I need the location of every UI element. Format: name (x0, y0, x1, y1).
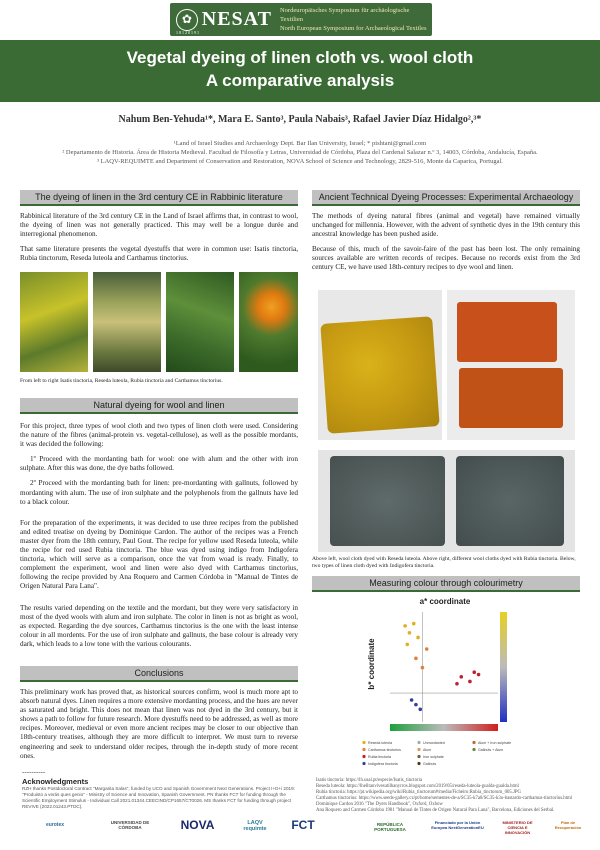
conclusions-text (20, 688, 298, 767)
eurotex-logo: eurotex (45, 822, 65, 828)
logo-line-1: Nordeuropäisches Symposium für archäologische Textilien (279, 7, 410, 23)
paragraph: For this project, three types of wool cloth and two types of linen cloth were used. Considering the nature of the fibres (animal-protein vs. vegetal-cellulose), as well as the possible mordants, it was decided the following: (20, 422, 298, 449)
carthamus-photo (239, 272, 298, 372)
legend-marker (472, 741, 475, 744)
legend-label: Alum (423, 748, 432, 752)
section-natural (20, 398, 298, 414)
paragraph: 1º Proceed with the mordanting bath for wool: one with alum and the other with iron sulphate. After this was done, the dye baths followed. (20, 455, 298, 473)
ancient-text (312, 212, 580, 279)
reseda-photo (93, 272, 161, 372)
section-heading: Conclusions (20, 666, 298, 680)
data-point (403, 624, 407, 628)
affiliation-1: ¹Land of Israel Studies and Archaeology Dept. Bar Ilan University, Israel; * pishtani@gmail.com (173, 140, 427, 147)
section-underline (312, 204, 580, 206)
plants-caption: From left to right Isatis tinctoria, Reseda luteola, Rubia tinctoria and Carthamus tinctorius. (20, 378, 223, 384)
reference-item: Isatis tinctoria: https://lh.usal.pt/especie/Isatis_tinctoria (316, 778, 423, 783)
poster-subtitle: A comparative analysis (205, 71, 395, 90)
section-heading: The dyeing of linen in the 3rd century CE in Rabbinic literature (20, 190, 298, 204)
logo-subtitle (280, 6, 432, 33)
laqv-logo: LAQV requimte (243, 820, 267, 832)
section-heading: Ancient Technical Dyeing Processes: Experimental Archaeology (312, 190, 580, 204)
logo-year: 1 8 1 2 0 1 9 1 (176, 30, 199, 35)
reference-item: Reseda luteola: https://lhelltanvivesutilhanyrros.blogspot.com/2019/05/reseda-luteola-gualda-gualda.html (316, 784, 519, 789)
affiliation-2: ² Departamento de Historia. Área de Historia Medieval. Facultad de Filosofía y Letras, Universidad de Córdoba, Plaza del Cardenal Salazar n.º 3, 14003, Córdoba, Andalucía, España. (62, 149, 538, 156)
section-heading: Natural dyeing for wool and linen (20, 398, 298, 412)
indigo-linen-photo (318, 450, 575, 552)
legend-label: Carthamus tinctorius (368, 748, 401, 752)
legend-marker (362, 762, 365, 765)
colourimetry-chart (360, 594, 530, 774)
section-ancient (312, 190, 580, 206)
data-point (418, 707, 422, 711)
chart-ylabel: b* coordinate (367, 638, 376, 690)
legend-marker (362, 755, 365, 758)
legend-label: Alum + Iron sulphate (478, 741, 512, 745)
divider-dashes: ---------- (22, 768, 46, 776)
section-colour (312, 576, 580, 592)
section-underline (20, 412, 298, 414)
legend-label: Indigofera tinctoria (368, 762, 398, 766)
fct-logo: FCT (291, 818, 315, 832)
acknowledgments-text: RZH thanks Postdoctoral Contract "Margarita Salas", funded by UCO and Spanish Government Next Generations. Project I+D+i 2019: "Produisto a verás ques genio" - Ministry of Science and Innovation, Spanish Government. PN thanks FCT for funding through the Scientific Employment Stimulus - Individual Call 2021.01344.CEECIND/CP1657/CT0026. MS thanks FCT for funding through project REVIVE (2022.01243.PTDC). (22, 786, 295, 809)
paragraph: For the preparation of the experiments, it was decided to use three recipes from the published and edited treatise on dyeing by Dominique Cardon. The author of the recipes was a French master dyer from the 18th century, Paul Gout. The recipe for yellow used Reseda luteola, while the recipe for red used Rubia tinctoria. The blue was dyed using indigo from Indigofera tinctoria, which will serve as a comparison, once the vat from woad is ready. Finally, to complement the experiment, wool and linen were also dyed with Carthamus tinctorius, following the recipe provided by Ana Roquero and Carmen Córdoba in "Manual de Tintes de Origen Natural Para Lana". (20, 518, 298, 591)
legend-marker (362, 741, 365, 744)
eu-logo: Financiado por la Unión Europea NextGenerationEU (431, 820, 484, 830)
reference-item: Carthamus tinctorius: https://www.seeds-gallery.cz/pt/home/sementes-de-a/SC35-k7a8/SC35-k3o-bastardo-carthamus-tinctorius.html (316, 796, 573, 801)
legend-marker (417, 755, 420, 758)
section-underline (20, 204, 298, 206)
data-point (408, 631, 412, 635)
acknowledgments-title: Acknowledgments (22, 777, 89, 786)
paragraph: Because of this, much of the savoir-faire of the past has been lost. The only remaining sources available are written records of recipes. Because no records exist from the 3rd century CE, we have used 18th-century recipes to dye wool and linen. (312, 245, 580, 272)
section-rabbinic (20, 190, 298, 206)
paragraph: 2º Proceed with the mordanting bath for linen: pre-mordanting with gallnuts, followed by mordanting with alum. The use of iron sulphate and the polyphenols from the gallnuts have led to a black colour. (20, 479, 298, 506)
rubia-wool-photo (447, 290, 575, 440)
references (316, 778, 580, 814)
paragraph: Rabbinical literature of the 3rd century CE in the Land of Israel affirms that, in contrast to wool, the dyeing of linen was not generally practiced. This may well be a longue durée and interregional phenomenon. (20, 212, 298, 239)
legend-marker (417, 748, 420, 751)
data-point (472, 670, 476, 674)
plot-area (390, 612, 498, 722)
data-point (455, 682, 459, 686)
section-conclusions (20, 666, 298, 682)
reference-item: Ana Roquero and Carmen Córdoba 1981 "Manual de Tintes de Origen Natural Para Lana", Barcelona, Ediciones del Serbal. (316, 808, 555, 813)
cordoba-logo: UNIVERSIDAD DE CÓRDOBA (110, 820, 150, 830)
legend-label: Rubia tinctoria (368, 755, 391, 759)
textiles-caption: Above left, wool cloth dyed with Reseda luteola. Above right, different wool cloths dyed with Rubia tinctoria. Below, two types of linen cloth dyed with Indigofera tinctoria. (312, 556, 576, 569)
data-point (421, 666, 425, 670)
chart-legend (362, 741, 511, 766)
data-point (405, 643, 409, 647)
header-logo-bar (0, 0, 600, 40)
data-point (425, 647, 429, 651)
chart-title: a* coordinate (419, 597, 471, 606)
poster-title: Vegetal dyeing of linen cloth vs. wool cloth (126, 48, 474, 67)
nesat-logo (170, 3, 432, 36)
legend-label: Gallnuts + Alum (478, 748, 504, 752)
legend-marker (362, 748, 365, 751)
paragraph: The results varied depending on the textile and the mordant, but they were very satisfactory in most of the dyed wools with alum and iron sulphate. The color in linen is not as bright as wool, as expected. Regarding the dye sources, Carthamus tinctorius is the one with the least intense colour in all mordents. For the use of iron sulphate and gallnuts, the base colour is already very dark, which leads to a low tone with the various colourants. (20, 603, 298, 648)
portugal-logo: REPÚBLICA PORTUGUESA (374, 822, 406, 832)
section-heading: Measuring colour through colourimetry (312, 576, 580, 590)
ministerio-logo: MINISTERIO DE CIENCIA E INNOVACIÓN (502, 820, 533, 835)
data-point (414, 657, 418, 661)
legend-marker (417, 741, 420, 744)
data-point (412, 622, 416, 626)
reference-item: Dominique Cardon 2016 "The Dyers Handbook", Oxford, Oxbow (316, 802, 443, 807)
section-underline (20, 680, 298, 682)
paragraph: That same literature presents the vegetal dyestuffs that were in common use: Isatis tinctoria, Rubia tinctorum, Reseda luteola and Carthamus tinctorius. (20, 245, 298, 263)
reference-item: Rubia tinctoria: https://pt.wikipedia.org/wiki/Rubia_tinctorum#/media/Ficheiro:Rubia_tinctorum_005.JPG (316, 790, 521, 795)
data-point (459, 675, 463, 679)
legend-label: Unmordanted (423, 741, 445, 745)
reseda-wool-photo (318, 290, 442, 440)
legend-label: Iron sulphate (423, 755, 444, 759)
legend-label: Reseda luteola (368, 741, 392, 745)
data-point (410, 698, 414, 702)
paragraph: This preliminary work has proved that, as historical sources confirm, wool is much more apt to absorb natural dyes. Linen requires a more extensive mordanting process, and the hues are never as saturated and bright. This does not mean that linen was not dyed in the 3rd century, but it shows a path to follow for future research. More dyestuffs need to be addressed, as well as more recipes. Moreover, medieval or even more ancient recipes may be closer to our objective than 18th-century treatises, although they are more difficult to interpret. We must turn to reverse engineering and seek to understand older recipes, through the in-depth study of more recent ones. (20, 688, 298, 760)
affiliation-3: ³ LAQV-REQUIMTE and Department of Conservation and Restoration, NOVA School of Science and Technology, 2829-516, Monte da Caparica, Portugal. (97, 158, 503, 165)
paragraph: The methods of dyeing natural fibres (animal and vegetal) have remained virtually unchanged for millennia. However, with the advent of synthetic dyes in the 19th century this ancestral knowledge has been pushed aside. (312, 212, 580, 239)
nesat-seal-icon: ✿ (176, 9, 198, 31)
data-point (414, 703, 418, 707)
nova-logo: NOVA (180, 818, 215, 832)
data-point (468, 680, 472, 684)
b-axis-colour-bar (500, 612, 507, 722)
logo-line-2: North European Symposium for Archaeological Textiles (279, 25, 427, 32)
logo-word: NESAT (201, 8, 272, 30)
a-axis-colour-bar (390, 724, 498, 731)
isatis-photo (20, 272, 88, 372)
rubia-photo (166, 272, 234, 372)
data-point (416, 636, 420, 640)
recuperacion-logo: Plan de Recuperación (554, 820, 582, 830)
legend-marker (417, 762, 420, 765)
authors: Nahum Ben-Yehuda¹*, Mara E. Santo³, Paula Nabais³, Rafael Javier Díaz Hidalgo²,³* (118, 114, 482, 125)
chart-svg (360, 594, 530, 774)
legend-label: Gallnuts (423, 762, 437, 766)
natural-text (20, 422, 298, 655)
legend-marker (472, 748, 475, 751)
data-point (477, 673, 481, 677)
rabbinic-text (20, 212, 298, 269)
title-band (0, 40, 600, 102)
section-underline (312, 590, 580, 592)
